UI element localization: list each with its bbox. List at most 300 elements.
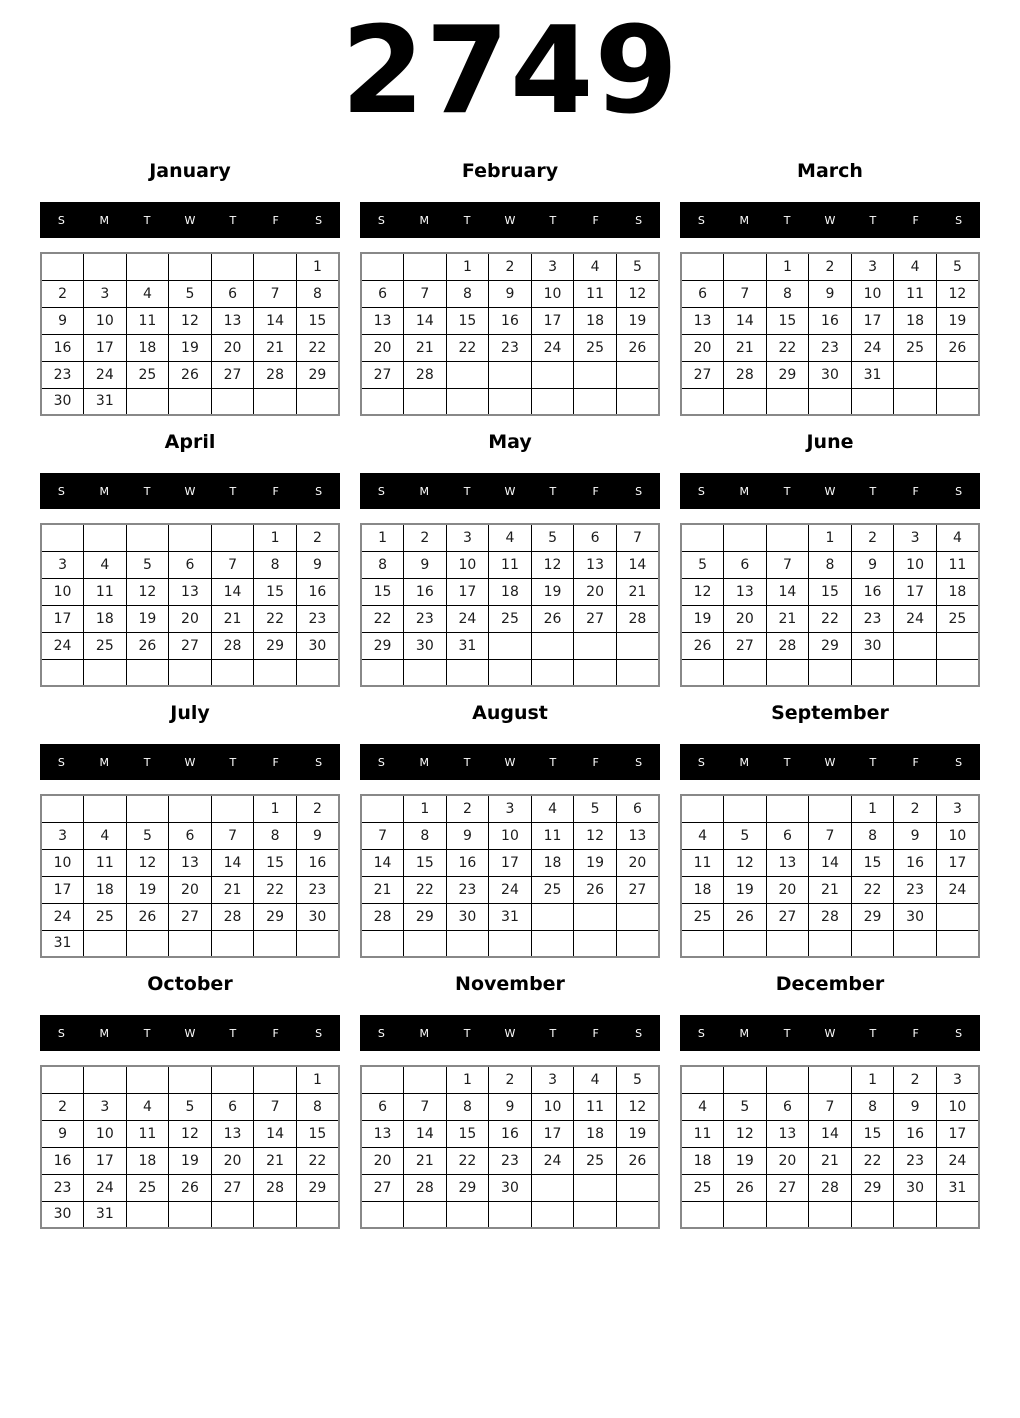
day-cell: 7 <box>809 1093 852 1120</box>
empty-day-cell <box>254 253 297 280</box>
empty-day-cell <box>766 659 809 686</box>
empty-day-cell <box>531 1201 574 1228</box>
day-cell: 28 <box>254 361 297 388</box>
day-cell: 8 <box>446 1093 489 1120</box>
day-cell: 4 <box>574 1066 617 1093</box>
day-cell: 8 <box>296 280 339 307</box>
month-grid <box>680 794 980 958</box>
empty-day-cell <box>126 1066 169 1093</box>
day-cell: 9 <box>809 280 852 307</box>
day-cell: 10 <box>936 822 979 849</box>
day-cell: 27 <box>169 632 212 659</box>
day-cell: 27 <box>361 1174 404 1201</box>
day-cell: 30 <box>296 632 339 659</box>
day-cell: 3 <box>84 1093 127 1120</box>
day-cell: 26 <box>126 632 169 659</box>
day-cell: 17 <box>851 307 894 334</box>
day-cell: 8 <box>446 280 489 307</box>
empty-day-cell <box>169 1201 212 1228</box>
weekday-label: M <box>739 755 750 769</box>
weekday-label: W <box>504 755 516 769</box>
weekday-label: T <box>229 755 237 769</box>
day-cell: 8 <box>254 822 297 849</box>
day-cell: 2 <box>894 1066 937 1093</box>
day-cell: 30 <box>894 1174 937 1201</box>
week-row <box>681 1147 979 1174</box>
day-cell: 5 <box>574 795 617 822</box>
weekday-label: S <box>315 484 323 498</box>
empty-day-cell <box>211 659 254 686</box>
day-cell: 8 <box>361 551 404 578</box>
empty-day-cell <box>894 388 937 415</box>
empty-day-cell <box>126 253 169 280</box>
empty-day-cell <box>84 1066 127 1093</box>
empty-day-cell <box>126 659 169 686</box>
weekday-label: F <box>272 213 279 227</box>
empty-day-cell <box>724 1066 767 1093</box>
day-cell: 6 <box>574 524 617 551</box>
weekday-label: T <box>783 484 791 498</box>
day-cell: 29 <box>254 632 297 659</box>
day-cell: 2 <box>296 524 339 551</box>
day-cell: 11 <box>126 307 169 334</box>
weekday-header <box>680 744 980 780</box>
day-cell: 16 <box>41 334 84 361</box>
day-cell: 4 <box>936 524 979 551</box>
empty-day-cell <box>254 1066 297 1093</box>
day-cell: 18 <box>574 1120 617 1147</box>
day-cell: 11 <box>936 551 979 578</box>
empty-day-cell <box>936 361 979 388</box>
empty-day-cell <box>361 1201 404 1228</box>
day-cell: 28 <box>809 1174 852 1201</box>
day-cell: 2 <box>41 1093 84 1120</box>
empty-day-cell <box>616 1174 659 1201</box>
day-cell: 10 <box>531 1093 574 1120</box>
weekday-label: S <box>697 484 705 498</box>
empty-day-cell <box>169 1066 212 1093</box>
day-cell: 21 <box>766 605 809 632</box>
weekday-label: T <box>463 213 471 227</box>
empty-day-cell <box>809 388 852 415</box>
day-cell: 19 <box>531 578 574 605</box>
day-cell: 31 <box>84 1201 127 1228</box>
day-cell: 2 <box>489 253 532 280</box>
day-cell: 24 <box>531 1147 574 1174</box>
weekday-label: S <box>377 1026 385 1040</box>
day-cell: 23 <box>489 334 532 361</box>
empty-day-cell <box>574 930 617 957</box>
weekday-label: S <box>955 755 963 769</box>
month-block <box>40 154 340 416</box>
empty-day-cell <box>361 930 404 957</box>
day-cell: 7 <box>724 280 767 307</box>
day-cell: 23 <box>809 334 852 361</box>
empty-day-cell <box>404 659 447 686</box>
weekday-label: M <box>739 484 750 498</box>
day-cell: 29 <box>809 632 852 659</box>
day-cell: 6 <box>766 1093 809 1120</box>
day-cell: 31 <box>936 1174 979 1201</box>
day-cell: 31 <box>446 632 489 659</box>
day-cell: 31 <box>84 388 127 415</box>
month-block <box>360 425 660 687</box>
empty-day-cell <box>809 1201 852 1228</box>
weekday-label: S <box>57 755 65 769</box>
weekday-header <box>360 744 660 780</box>
month-name: March <box>797 160 863 182</box>
week-row <box>41 307 339 334</box>
day-cell: 3 <box>489 795 532 822</box>
day-cell: 25 <box>681 1174 724 1201</box>
day-cell: 2 <box>446 795 489 822</box>
weekday-label: S <box>377 755 385 769</box>
day-cell: 2 <box>41 280 84 307</box>
empty-day-cell <box>766 930 809 957</box>
day-cell: 20 <box>766 876 809 903</box>
empty-day-cell <box>41 524 84 551</box>
day-cell: 2 <box>851 524 894 551</box>
day-cell: 2 <box>296 795 339 822</box>
day-cell: 15 <box>254 849 297 876</box>
day-cell: 26 <box>126 903 169 930</box>
weekday-label: F <box>912 755 919 769</box>
day-cell: 18 <box>574 307 617 334</box>
day-cell: 29 <box>254 903 297 930</box>
week-row <box>681 632 979 659</box>
weekday-label: T <box>869 213 877 227</box>
month-grid <box>360 252 660 416</box>
day-cell: 17 <box>489 849 532 876</box>
day-cell: 13 <box>169 578 212 605</box>
day-cell: 12 <box>169 307 212 334</box>
day-cell: 27 <box>766 1174 809 1201</box>
day-cell: 5 <box>126 822 169 849</box>
week-row <box>681 930 979 957</box>
day-cell: 26 <box>724 1174 767 1201</box>
weekday-label: F <box>592 213 599 227</box>
day-cell: 8 <box>809 551 852 578</box>
day-cell: 16 <box>296 849 339 876</box>
day-cell: 14 <box>211 849 254 876</box>
day-cell: 18 <box>894 307 937 334</box>
week-row <box>361 849 659 876</box>
week-row <box>41 605 339 632</box>
empty-day-cell <box>446 388 489 415</box>
day-cell: 3 <box>531 1066 574 1093</box>
day-cell: 23 <box>296 605 339 632</box>
day-cell: 1 <box>446 1066 489 1093</box>
day-cell: 22 <box>296 1147 339 1174</box>
day-cell: 18 <box>489 578 532 605</box>
day-cell: 29 <box>296 361 339 388</box>
week-row <box>41 1174 339 1201</box>
day-cell: 25 <box>84 903 127 930</box>
day-cell: 10 <box>84 1120 127 1147</box>
empty-day-cell <box>211 388 254 415</box>
week-row <box>361 578 659 605</box>
week-row <box>361 307 659 334</box>
day-cell: 22 <box>254 605 297 632</box>
weekday-label: S <box>955 213 963 227</box>
empty-day-cell <box>616 930 659 957</box>
weekday-label: F <box>592 484 599 498</box>
day-cell: 24 <box>84 1174 127 1201</box>
week-row <box>361 1174 659 1201</box>
empty-day-cell <box>531 659 574 686</box>
day-cell: 3 <box>446 524 489 551</box>
month-grid <box>360 523 660 687</box>
day-cell: 28 <box>724 361 767 388</box>
day-cell: 18 <box>681 1147 724 1174</box>
day-cell: 15 <box>766 307 809 334</box>
weekday-label: F <box>272 1026 279 1040</box>
week-row <box>41 903 339 930</box>
day-cell: 11 <box>84 578 127 605</box>
empty-day-cell <box>126 1201 169 1228</box>
weekday-label: S <box>697 1026 705 1040</box>
day-cell: 16 <box>851 578 894 605</box>
day-cell: 2 <box>489 1066 532 1093</box>
day-cell: 14 <box>724 307 767 334</box>
day-cell: 12 <box>126 849 169 876</box>
day-cell: 6 <box>211 1093 254 1120</box>
day-cell: 5 <box>724 822 767 849</box>
day-cell: 13 <box>574 551 617 578</box>
day-cell: 18 <box>681 876 724 903</box>
day-cell: 6 <box>361 1093 404 1120</box>
weekday-label: T <box>143 755 151 769</box>
day-cell: 17 <box>84 1147 127 1174</box>
day-cell: 9 <box>41 307 84 334</box>
empty-day-cell <box>489 930 532 957</box>
day-cell: 29 <box>851 1174 894 1201</box>
day-cell: 26 <box>616 334 659 361</box>
empty-day-cell <box>766 1066 809 1093</box>
weekday-header <box>680 1015 980 1051</box>
day-cell: 17 <box>41 605 84 632</box>
empty-day-cell <box>724 659 767 686</box>
day-cell: 9 <box>404 551 447 578</box>
month-block <box>360 154 660 416</box>
day-cell: 24 <box>84 361 127 388</box>
month-name: November <box>455 973 565 995</box>
month-grid <box>360 794 660 958</box>
day-cell: 13 <box>211 307 254 334</box>
day-cell: 2 <box>809 253 852 280</box>
weekday-label: S <box>635 1026 643 1040</box>
day-cell: 20 <box>574 578 617 605</box>
day-cell: 27 <box>169 903 212 930</box>
day-cell: 18 <box>936 578 979 605</box>
week-row <box>41 524 339 551</box>
empty-day-cell <box>404 388 447 415</box>
weekday-label: S <box>57 213 65 227</box>
week-row <box>41 280 339 307</box>
day-cell: 10 <box>936 1093 979 1120</box>
day-cell: 26 <box>936 334 979 361</box>
empty-day-cell <box>894 1201 937 1228</box>
week-row <box>361 903 659 930</box>
month-block <box>680 696 980 958</box>
empty-day-cell <box>681 795 724 822</box>
day-cell: 10 <box>41 849 84 876</box>
day-cell: 6 <box>681 280 724 307</box>
day-cell: 30 <box>809 361 852 388</box>
day-cell: 20 <box>169 605 212 632</box>
day-cell: 22 <box>446 334 489 361</box>
empty-day-cell <box>296 659 339 686</box>
month-grid <box>40 252 340 416</box>
day-cell: 3 <box>41 822 84 849</box>
day-cell: 19 <box>169 334 212 361</box>
day-cell: 2 <box>404 524 447 551</box>
day-cell: 7 <box>254 1093 297 1120</box>
empty-day-cell <box>531 930 574 957</box>
weekday-label: S <box>315 213 323 227</box>
day-cell: 17 <box>936 1120 979 1147</box>
day-cell: 4 <box>894 253 937 280</box>
day-cell: 6 <box>361 280 404 307</box>
empty-day-cell <box>531 632 574 659</box>
empty-day-cell <box>531 903 574 930</box>
day-cell: 20 <box>211 334 254 361</box>
empty-day-cell <box>809 659 852 686</box>
day-cell: 29 <box>766 361 809 388</box>
day-cell: 13 <box>766 1120 809 1147</box>
day-cell: 9 <box>296 551 339 578</box>
day-cell: 1 <box>766 253 809 280</box>
empty-day-cell <box>724 524 767 551</box>
weekday-label: T <box>143 1026 151 1040</box>
empty-day-cell <box>681 930 724 957</box>
empty-day-cell <box>211 253 254 280</box>
month-grid <box>40 523 340 687</box>
empty-day-cell <box>296 1201 339 1228</box>
day-cell: 22 <box>809 605 852 632</box>
week-row <box>681 280 979 307</box>
day-cell: 17 <box>894 578 937 605</box>
day-cell: 11 <box>894 280 937 307</box>
day-cell: 10 <box>894 551 937 578</box>
weekday-header <box>40 744 340 780</box>
day-cell: 25 <box>531 876 574 903</box>
day-cell: 6 <box>169 822 212 849</box>
weekday-header <box>40 202 340 238</box>
empty-day-cell <box>211 1201 254 1228</box>
week-row <box>361 1120 659 1147</box>
empty-day-cell <box>681 524 724 551</box>
day-cell: 28 <box>616 605 659 632</box>
day-cell: 11 <box>681 1120 724 1147</box>
week-row <box>681 1093 979 1120</box>
day-cell: 28 <box>766 632 809 659</box>
week-row <box>681 1066 979 1093</box>
week-row <box>681 1201 979 1228</box>
day-cell: 19 <box>936 307 979 334</box>
day-cell: 21 <box>404 334 447 361</box>
empty-day-cell <box>404 253 447 280</box>
day-cell: 22 <box>446 1147 489 1174</box>
month-name: June <box>806 431 854 453</box>
week-row <box>361 1093 659 1120</box>
day-cell: 13 <box>724 578 767 605</box>
weekday-label: S <box>315 755 323 769</box>
month-grid <box>680 252 980 416</box>
day-cell: 17 <box>531 1120 574 1147</box>
day-cell: 18 <box>531 849 574 876</box>
empty-day-cell <box>531 1174 574 1201</box>
empty-day-cell <box>489 361 532 388</box>
day-cell: 12 <box>126 578 169 605</box>
day-cell: 15 <box>446 307 489 334</box>
empty-day-cell <box>851 930 894 957</box>
day-cell: 25 <box>574 334 617 361</box>
day-cell: 15 <box>851 1120 894 1147</box>
month-name: January <box>149 160 231 182</box>
day-cell: 3 <box>894 524 937 551</box>
empty-day-cell <box>254 1201 297 1228</box>
weekday-label: F <box>592 1026 599 1040</box>
day-cell: 16 <box>894 849 937 876</box>
empty-day-cell <box>936 632 979 659</box>
weekday-label: W <box>824 1026 836 1040</box>
day-cell: 13 <box>766 849 809 876</box>
empty-day-cell <box>809 1066 852 1093</box>
day-cell: 12 <box>724 849 767 876</box>
weekday-label: F <box>912 1026 919 1040</box>
day-cell: 5 <box>724 1093 767 1120</box>
empty-day-cell <box>616 388 659 415</box>
empty-day-cell <box>489 632 532 659</box>
day-cell: 25 <box>489 605 532 632</box>
day-cell: 14 <box>254 307 297 334</box>
day-cell: 27 <box>211 361 254 388</box>
weekday-label: W <box>184 755 196 769</box>
week-row <box>681 1120 979 1147</box>
day-cell: 21 <box>616 578 659 605</box>
day-cell: 1 <box>361 524 404 551</box>
day-cell: 13 <box>616 822 659 849</box>
day-cell: 13 <box>169 849 212 876</box>
day-cell: 19 <box>574 849 617 876</box>
day-cell: 20 <box>361 334 404 361</box>
day-cell: 28 <box>211 903 254 930</box>
week-row <box>361 930 659 957</box>
day-cell: 21 <box>254 1147 297 1174</box>
week-row <box>41 578 339 605</box>
week-row <box>41 1120 339 1147</box>
day-cell: 12 <box>681 578 724 605</box>
day-cell: 13 <box>681 307 724 334</box>
week-row <box>681 334 979 361</box>
calendar-page <box>0 2 1020 1229</box>
weekday-label: T <box>869 755 877 769</box>
day-cell: 7 <box>361 822 404 849</box>
empty-day-cell <box>681 388 724 415</box>
month-name: August <box>472 702 548 724</box>
day-cell: 10 <box>851 280 894 307</box>
month-block <box>680 967 980 1229</box>
day-cell: 8 <box>296 1093 339 1120</box>
empty-day-cell <box>936 1201 979 1228</box>
day-cell: 21 <box>211 605 254 632</box>
day-cell: 18 <box>126 1147 169 1174</box>
weekday-label: T <box>549 213 557 227</box>
day-cell: 30 <box>296 903 339 930</box>
week-row <box>361 1066 659 1093</box>
day-cell: 23 <box>851 605 894 632</box>
